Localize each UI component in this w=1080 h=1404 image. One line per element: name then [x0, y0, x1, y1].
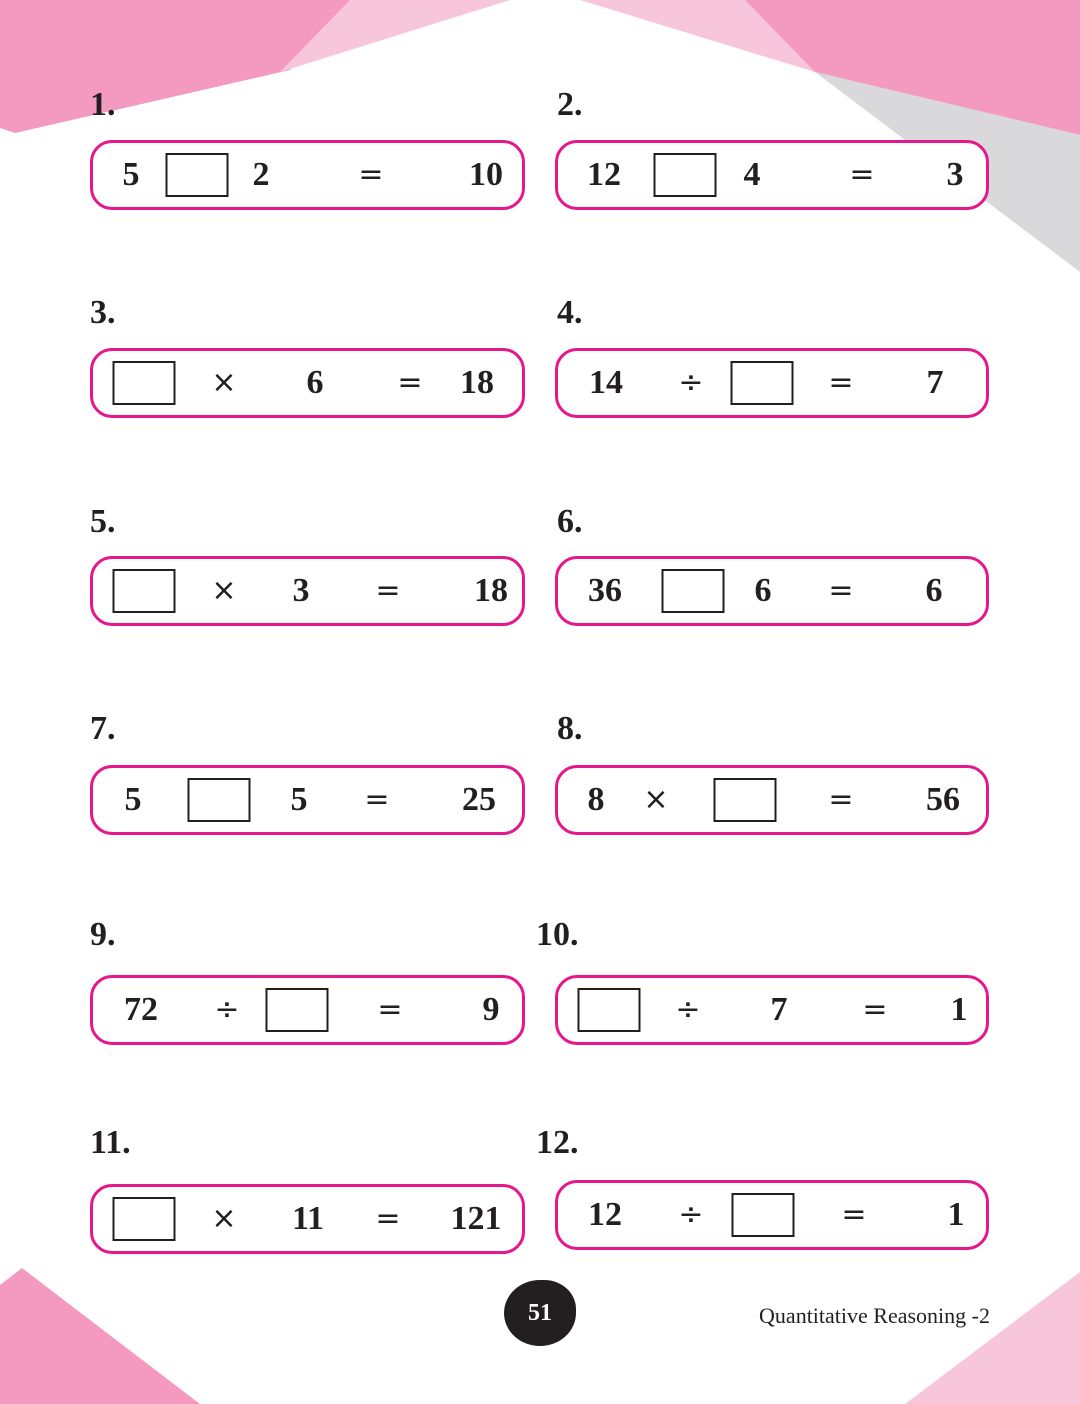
number: 72 — [124, 991, 158, 1028]
answer-box[interactable] — [714, 778, 777, 822]
equation-card — [90, 140, 525, 210]
equals-sign: = — [397, 365, 423, 400]
answer-box[interactable] — [166, 153, 229, 197]
answer-box[interactable] — [654, 153, 717, 197]
equals-sign: = — [375, 573, 401, 608]
number: 11 — [291, 1200, 325, 1237]
number: 18 — [474, 572, 508, 609]
equals-sign: = — [828, 365, 854, 400]
question-number: 8. — [557, 710, 583, 747]
number: 8 — [587, 781, 605, 818]
number: 14 — [589, 364, 623, 401]
question-number: 6. — [557, 503, 583, 540]
footer-book-title: Quantitative Reasoning -2 — [759, 1303, 990, 1328]
equation-card — [555, 975, 989, 1045]
equals-sign: = — [841, 1197, 867, 1232]
equation-card — [555, 556, 989, 626]
multiply-sign: × — [211, 1201, 237, 1236]
question-number: 1. — [90, 86, 116, 123]
answer-box[interactable] — [113, 569, 176, 613]
page-number-badge — [504, 1280, 576, 1346]
number: 25 — [462, 781, 496, 818]
question-number: 4. — [557, 294, 583, 331]
number: 6 — [754, 572, 772, 609]
question-number: 12. — [536, 1124, 579, 1161]
answer-box[interactable] — [266, 988, 329, 1032]
number: 4 — [743, 156, 761, 193]
divide-sign: ÷ — [214, 992, 240, 1027]
equals-sign: = — [828, 782, 854, 817]
equals-sign: = — [375, 1201, 401, 1236]
multiply-sign: × — [211, 365, 237, 400]
multiply-sign: × — [643, 782, 669, 817]
question-number: 2. — [557, 86, 583, 123]
answer-box[interactable] — [578, 988, 641, 1032]
equation-card — [90, 765, 525, 835]
number: 6 — [925, 572, 943, 609]
multiply-sign: × — [211, 573, 237, 608]
number: 9 — [482, 991, 500, 1028]
equals-sign: = — [828, 573, 854, 608]
bottom-left-pink-shape — [0, 1268, 200, 1404]
number: 5 — [122, 156, 140, 193]
number: 6 — [306, 364, 324, 401]
answer-box[interactable] — [188, 778, 251, 822]
number: 2 — [252, 156, 270, 193]
equation-card — [555, 140, 989, 210]
answer-box[interactable] — [113, 1197, 176, 1241]
number: 12 — [587, 156, 621, 193]
equals-sign: = — [358, 157, 384, 192]
equation-card — [90, 975, 525, 1045]
number: 5 — [290, 781, 308, 818]
question-number: 5. — [90, 503, 116, 540]
equation-card — [90, 556, 525, 626]
answer-box[interactable] — [113, 361, 176, 405]
answer-box[interactable] — [731, 361, 794, 405]
number: 3 — [292, 572, 310, 609]
equals-sign: = — [849, 157, 875, 192]
equals-sign: = — [364, 782, 390, 817]
number: 1 — [947, 1196, 965, 1233]
number: 10 — [469, 156, 503, 193]
equation-card — [90, 348, 525, 418]
question-number: 10. — [536, 916, 579, 953]
equation-card — [555, 1180, 989, 1250]
bottom-right-light-pink-shape — [905, 1272, 1080, 1404]
question-number: 11. — [90, 1124, 131, 1161]
number: 5 — [124, 781, 142, 818]
equals-sign: = — [377, 992, 403, 1027]
number: 36 — [588, 572, 622, 609]
equation-card — [90, 1184, 525, 1254]
number: 3 — [946, 156, 964, 193]
number: 1 — [950, 991, 968, 1028]
equals-sign: = — [862, 992, 888, 1027]
number: 18 — [460, 364, 494, 401]
answer-box[interactable] — [732, 1193, 795, 1237]
number: 7 — [770, 991, 788, 1028]
equation-card — [555, 765, 989, 835]
divide-sign: ÷ — [678, 1197, 704, 1232]
equation-card — [555, 348, 989, 418]
number: 121 — [450, 1200, 502, 1237]
number: 12 — [588, 1196, 622, 1233]
number: 56 — [926, 781, 960, 818]
page-number: 51 — [528, 1299, 552, 1326]
divide-sign: ÷ — [678, 365, 704, 400]
answer-box[interactable] — [662, 569, 725, 613]
divide-sign: ÷ — [675, 992, 701, 1027]
number: 7 — [926, 364, 944, 401]
question-number: 3. — [90, 294, 116, 331]
question-number: 7. — [90, 710, 116, 747]
question-number: 9. — [90, 916, 116, 953]
